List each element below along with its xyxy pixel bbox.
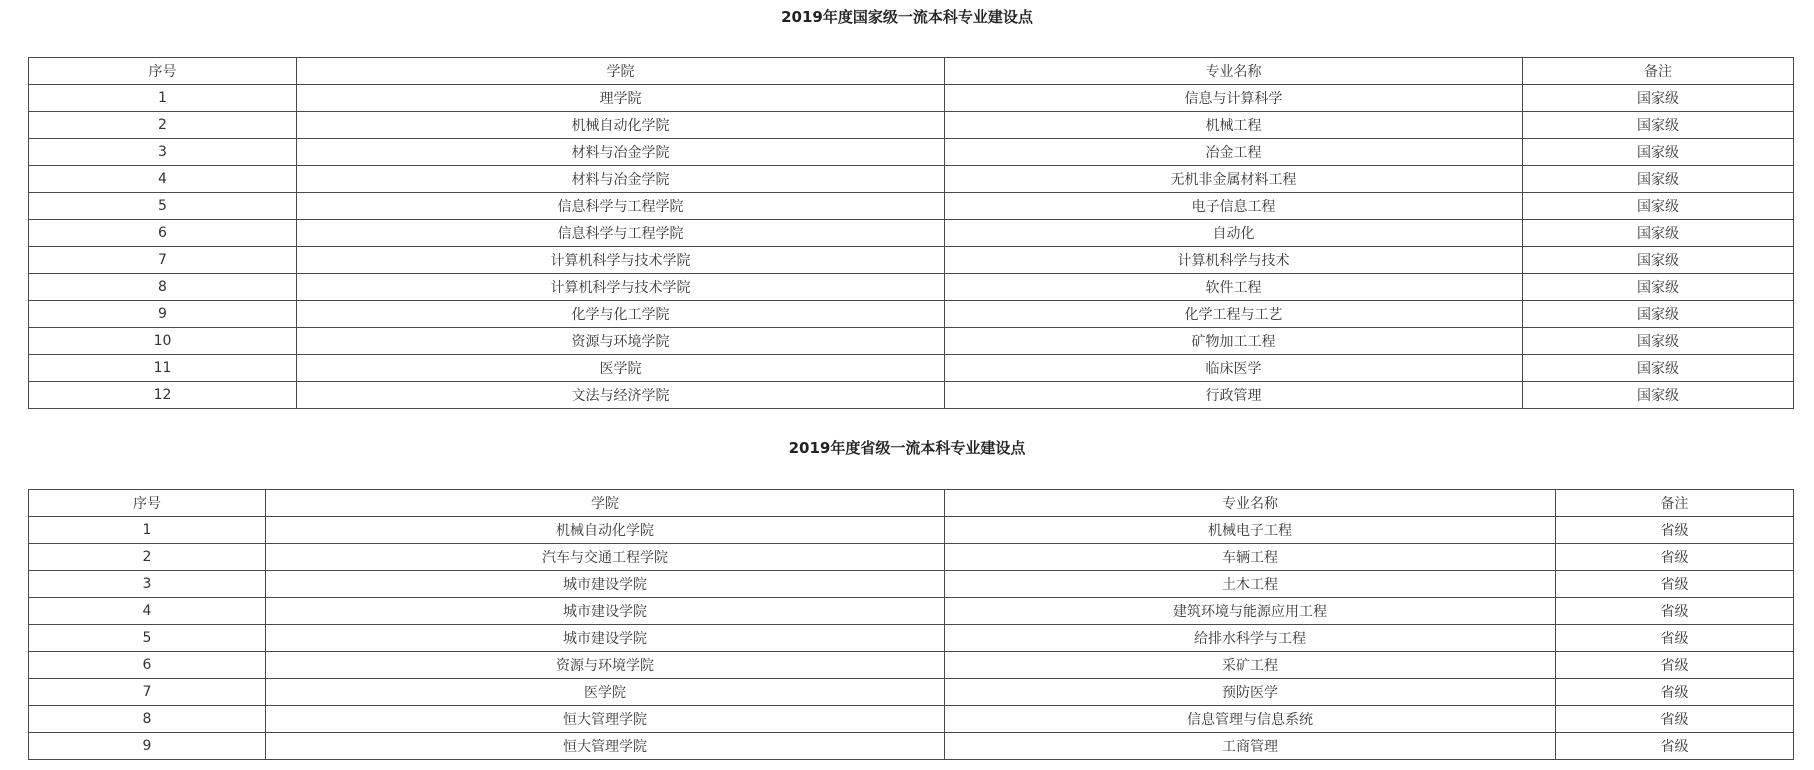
- cell-major: 机械工程: [945, 112, 1523, 139]
- table-row: [29, 571, 1794, 598]
- cell-index: 4: [29, 598, 266, 625]
- cell-major: 机械电子工程: [945, 517, 1556, 544]
- cell-college: 汽车与交通工程学院: [266, 544, 945, 571]
- cell-college: 城市建设学院: [266, 598, 945, 625]
- table-row: [29, 220, 1794, 247]
- cell-index: 11: [29, 355, 297, 382]
- cell-index: 9: [29, 301, 297, 328]
- table-row: [29, 625, 1794, 652]
- cell-major: 化学工程与工艺: [945, 301, 1523, 328]
- table-row: [29, 598, 1794, 625]
- cell-index: 7: [29, 247, 297, 274]
- table-row: [29, 274, 1794, 301]
- cell-college: 资源与环境学院: [266, 652, 945, 679]
- table-row: [29, 517, 1794, 544]
- cell-index: 8: [29, 274, 297, 301]
- cell-major: 给排水科学与工程: [945, 625, 1556, 652]
- cell-remark: 省级: [1556, 625, 1794, 652]
- table-row: [29, 301, 1794, 328]
- cell-remark: 国家级: [1523, 166, 1794, 193]
- cell-college: 机械自动化学院: [266, 517, 945, 544]
- cell-remark: 国家级: [1523, 220, 1794, 247]
- table-row: [29, 679, 1794, 706]
- cell-remark: 国家级: [1523, 139, 1794, 166]
- cell-college: 资源与环境学院: [297, 328, 945, 355]
- cell-remark: 省级: [1556, 706, 1794, 733]
- cell-major: 建筑环境与能源应用工程: [945, 598, 1556, 625]
- cell-college: 信息科学与工程学院: [297, 193, 945, 220]
- cell-major: 预防医学: [945, 679, 1556, 706]
- cell-index: 7: [29, 679, 266, 706]
- cell-college: 医学院: [266, 679, 945, 706]
- cell-remark: 国家级: [1523, 382, 1794, 409]
- table-row: [29, 328, 1794, 355]
- cell-major: 车辆工程: [945, 544, 1556, 571]
- national-section-title: 2019年度国家级一流本科专业建设点: [781, 8, 1033, 26]
- cell-major: 软件工程: [945, 274, 1523, 301]
- cell-college: 材料与冶金学院: [297, 139, 945, 166]
- table-row: [29, 382, 1794, 409]
- provincial-section-title: 2019年度省级一流本科专业建设点: [788, 439, 1026, 457]
- cell-remark: 国家级: [1523, 247, 1794, 274]
- cell-major: 自动化: [945, 220, 1523, 247]
- cell-major: 行政管理: [945, 382, 1523, 409]
- column-header: 学院: [297, 58, 945, 85]
- cell-college: 机械自动化学院: [297, 112, 945, 139]
- cell-remark: 国家级: [1523, 301, 1794, 328]
- cell-major: 计算机科学与技术: [945, 247, 1523, 274]
- column-header: 学院: [266, 490, 945, 517]
- cell-index: 2: [29, 112, 297, 139]
- cell-remark: 国家级: [1523, 355, 1794, 382]
- cell-college: 文法与经济学院: [297, 382, 945, 409]
- cell-remark: 省级: [1556, 679, 1794, 706]
- table-row: [29, 355, 1794, 382]
- table-row: [29, 166, 1794, 193]
- cell-index: 5: [29, 625, 266, 652]
- column-header: 备注: [1523, 58, 1794, 85]
- table-row: [29, 652, 1794, 679]
- cell-major: 无机非金属材料工程: [945, 166, 1523, 193]
- cell-major: 信息与计算科学: [945, 85, 1523, 112]
- cell-college: 信息科学与工程学院: [297, 220, 945, 247]
- column-header: 序号: [29, 490, 266, 517]
- table-row: [29, 706, 1794, 733]
- cell-college: 计算机科学与技术学院: [297, 247, 945, 274]
- column-header: 专业名称: [945, 58, 1523, 85]
- cell-college: 城市建设学院: [266, 625, 945, 652]
- cell-remark: 国家级: [1523, 274, 1794, 301]
- table-row: [29, 112, 1794, 139]
- cell-college: 理学院: [297, 85, 945, 112]
- cell-index: 4: [29, 166, 297, 193]
- table-header-row: [29, 490, 1794, 517]
- cell-major: 电子信息工程: [945, 193, 1523, 220]
- cell-index: 6: [29, 652, 266, 679]
- cell-major: 采矿工程: [945, 652, 1556, 679]
- table-row: [29, 193, 1794, 220]
- table-row: [29, 544, 1794, 571]
- column-header: 序号: [29, 58, 297, 85]
- cell-college: 医学院: [297, 355, 945, 382]
- cell-remark: 省级: [1556, 571, 1794, 598]
- cell-index: 3: [29, 139, 297, 166]
- column-header: 备注: [1556, 490, 1794, 517]
- cell-remark: 省级: [1556, 652, 1794, 679]
- cell-major: 土木工程: [945, 571, 1556, 598]
- cell-college: 恒大管理学院: [266, 733, 945, 760]
- national-majors-table: [28, 57, 1794, 409]
- column-header: 专业名称: [945, 490, 1556, 517]
- cell-major: 临床医学: [945, 355, 1523, 382]
- cell-index: 9: [29, 733, 266, 760]
- cell-major: 信息管理与信息系统: [945, 706, 1556, 733]
- cell-remark: 省级: [1556, 598, 1794, 625]
- table-row: [29, 247, 1794, 274]
- cell-remark: 国家级: [1523, 85, 1794, 112]
- cell-college: 城市建设学院: [266, 571, 945, 598]
- table-row: [29, 733, 1794, 760]
- cell-index: 12: [29, 382, 297, 409]
- cell-remark: 国家级: [1523, 328, 1794, 355]
- cell-index: 3: [29, 571, 266, 598]
- cell-college: 化学与化工学院: [297, 301, 945, 328]
- table-row: [29, 139, 1794, 166]
- cell-index: 1: [29, 517, 266, 544]
- cell-remark: 省级: [1556, 517, 1794, 544]
- cell-index: 8: [29, 706, 266, 733]
- cell-major: 矿物加工工程: [945, 328, 1523, 355]
- cell-remark: 省级: [1556, 733, 1794, 760]
- cell-index: 1: [29, 85, 297, 112]
- cell-college: 计算机科学与技术学院: [297, 274, 945, 301]
- cell-index: 5: [29, 193, 297, 220]
- cell-college: 材料与冶金学院: [297, 166, 945, 193]
- cell-index: 10: [29, 328, 297, 355]
- cell-college: 恒大管理学院: [266, 706, 945, 733]
- cell-index: 6: [29, 220, 297, 247]
- cell-major: 冶金工程: [945, 139, 1523, 166]
- cell-index: 2: [29, 544, 266, 571]
- cell-remark: 国家级: [1523, 112, 1794, 139]
- table-row: [29, 85, 1794, 112]
- provincial-majors-table: [28, 489, 1794, 760]
- table-header-row: [29, 58, 1794, 85]
- cell-major: 工商管理: [945, 733, 1556, 760]
- cell-remark: 省级: [1556, 544, 1794, 571]
- cell-remark: 国家级: [1523, 193, 1794, 220]
